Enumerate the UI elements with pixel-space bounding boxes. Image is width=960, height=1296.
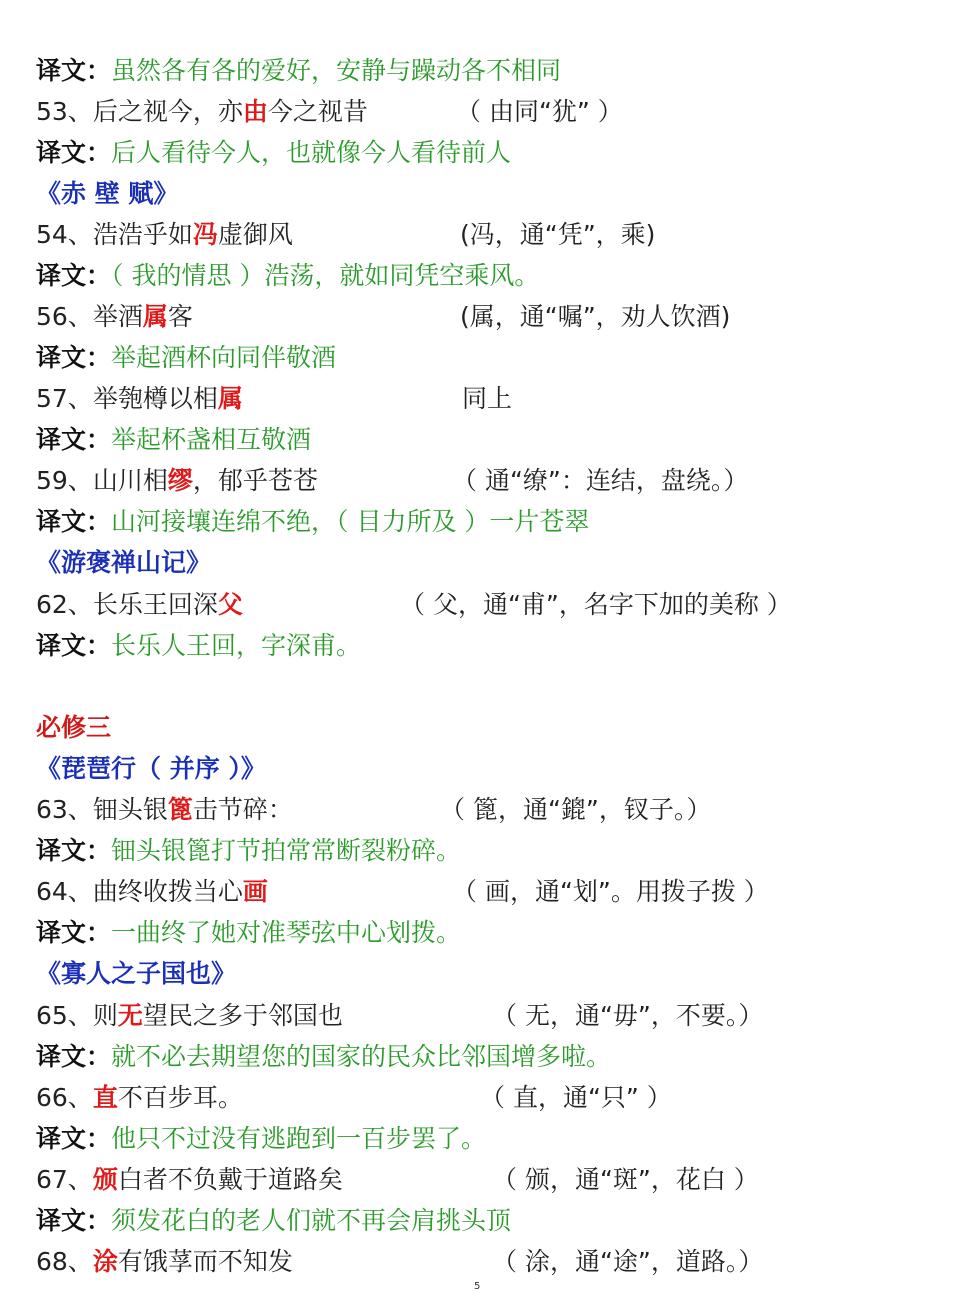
highlight-char: 涂 xyxy=(92,1247,118,1276)
entry-59 xyxy=(36,460,749,501)
highlight-char: 由 xyxy=(242,97,268,126)
highlight-char: 画 xyxy=(242,877,268,906)
entry-number: 56、 xyxy=(36,302,93,331)
entry-number: 53、 xyxy=(36,97,93,126)
entry-note: （ 由同“犹” ） xyxy=(456,97,623,126)
entry-text-rest: 望民之多于邻国也 xyxy=(142,1001,343,1030)
entry-note: （ 通“缭”：连结，盘绕。） xyxy=(452,466,749,495)
entry-number: 57、 xyxy=(36,384,93,413)
highlight-char: 直 xyxy=(92,1083,118,1112)
entry-62 xyxy=(36,584,792,625)
section-title-guaren: 《寡人之子国也》 xyxy=(36,959,237,988)
translation-text: 钿头银篦打节拍常常断裂粉碎。 xyxy=(111,836,462,865)
entry-text: 长乐王回深 xyxy=(92,590,218,619)
translation-text: 后人看待今人，也就像今人看待前人 xyxy=(111,138,512,167)
entry-63 xyxy=(36,789,712,830)
translation-label: 译文 xyxy=(36,138,87,167)
translation-label: 译文 xyxy=(36,631,87,660)
entry-64 xyxy=(36,871,769,912)
translation-text: 虽然各有各的爱好，安静与躁动各不相同 xyxy=(111,56,562,85)
translation-label: 译文 xyxy=(36,1206,87,1235)
highlight-char: 篦 xyxy=(167,795,193,824)
entry-text-rest: 客 xyxy=(167,302,193,331)
highlight-char: 颁 xyxy=(92,1165,118,1194)
highlight-char: 属 xyxy=(217,384,243,413)
translation-line: 译文：举起酒杯向同伴敬酒 xyxy=(36,343,337,372)
entry-text: 曲终收拨当心 xyxy=(92,877,243,906)
entry-54 xyxy=(36,214,656,255)
entry-note: （ 涂，通“途”，道路。） xyxy=(492,1247,764,1276)
entry-note: （ 父，通“甫”，名字下加的美称 ） xyxy=(400,590,792,619)
entry-number: 64、 xyxy=(36,877,93,906)
translation-label: 译文 xyxy=(36,1124,87,1153)
entry-text: 浩浩乎如 xyxy=(92,220,193,249)
entry-note: （ 直，通“只” ） xyxy=(480,1083,672,1112)
entry-note: 同上 xyxy=(462,384,513,413)
section-title-chibi: 《赤 壁 赋》 xyxy=(36,179,179,208)
entry-text: 举酒 xyxy=(92,302,143,331)
translation-line: 译文：长乐人王回，字深甫。 xyxy=(36,631,362,660)
translation-text: 山河接壤连绵不绝，（ 目力所及 ）一片苍翠 xyxy=(111,507,590,536)
translation-text: 就不必去期望您的国家的民众比邻国增多啦。 xyxy=(111,1042,612,1071)
page-number: 5 xyxy=(474,1281,481,1292)
translation-label: 译文 xyxy=(36,56,87,85)
highlight-char: 父 xyxy=(217,590,243,619)
entry-53 xyxy=(36,91,623,132)
translation-label: 译文 xyxy=(36,507,87,536)
entry-66 xyxy=(36,1077,672,1118)
entry-65 xyxy=(36,995,764,1036)
entry-note: （ 篦，通“鎞”，钗子。） xyxy=(440,795,712,824)
translation-label: 译文 xyxy=(36,261,87,290)
translation-label: 译文 xyxy=(36,1042,87,1071)
entry-note: (属，通“嘱”，劝人饮酒) xyxy=(460,302,731,331)
entry-note: （ 颁，通“斑”，花白 ） xyxy=(492,1165,759,1194)
entry-note: (冯，通“凭”，乘) xyxy=(460,220,656,249)
entry-number: 63、 xyxy=(36,795,93,824)
entry-number: 62、 xyxy=(36,590,93,619)
translation-label: 译文 xyxy=(36,918,87,947)
translation-line: 译文：虽然各有各的爱好，安静与躁动各不相同 xyxy=(36,56,562,85)
translation-label: 译文 xyxy=(36,425,87,454)
entry-number: 54、 xyxy=(36,220,93,249)
translation-line: 译文：后人看待今人，也就像今人看待前人 xyxy=(36,138,512,167)
highlight-char: 缪 xyxy=(167,466,193,495)
translation-text: 须发花白的老人们就不再会肩挑头顶 xyxy=(111,1206,512,1235)
translation-line: 译文：须发花白的老人们就不再会肩挑头顶 xyxy=(36,1206,512,1235)
translation-text: 举起杯盏相互敬酒 xyxy=(111,425,312,454)
entry-57 xyxy=(36,378,513,419)
section-heading: 必修三 xyxy=(36,713,112,742)
entry-text-rest: 有饿莩而不知发 xyxy=(117,1247,293,1276)
translation-text: 他只不过没有逃跑到一百步罢了。 xyxy=(111,1124,487,1153)
translation-line: 译文：山河接壤连绵不绝，（ 目力所及 ）一片苍翠 xyxy=(36,507,590,536)
highlight-char: 无 xyxy=(117,1001,143,1030)
entry-number: 66、 xyxy=(36,1083,93,1112)
entry-text: 山川相 xyxy=(92,466,168,495)
translation-line: 译文：就不必去期望您的国家的民众比邻国增多啦。 xyxy=(36,1042,612,1071)
entry-number: 67、 xyxy=(36,1165,93,1194)
highlight-char: 属 xyxy=(142,302,168,331)
entry-text: 后之视今，亦 xyxy=(92,97,243,126)
translation-line: 译文：举起杯盏相互敬酒 xyxy=(36,425,312,454)
entry-number: 59、 xyxy=(36,466,93,495)
translation-label: 译文 xyxy=(36,343,87,372)
entry-text-rest: ，郁乎苍苍 xyxy=(192,466,318,495)
translation-line: 译文：他只不过没有逃跑到一百步罢了。 xyxy=(36,1124,487,1153)
translation-line: 译文：（ 我的情思 ）浩荡，就如同凭空乘风。 xyxy=(36,261,540,290)
entry-text: 则 xyxy=(92,1001,118,1030)
entry-text-rest: 虚御风 xyxy=(217,220,293,249)
entry-text: 举匏樽以相 xyxy=(92,384,218,413)
entry-text-rest: 白者不负戴于道路矣 xyxy=(117,1165,343,1194)
entry-67 xyxy=(36,1159,759,1200)
entry-68 xyxy=(36,1241,764,1282)
entry-text-rest: 击节碎： xyxy=(192,795,293,824)
entry-56 xyxy=(36,296,731,337)
entry-number: 65、 xyxy=(36,1001,93,1030)
translation-label: 译文 xyxy=(36,836,87,865)
translation-text: 长乐人王回，字深甫。 xyxy=(111,631,362,660)
highlight-char: 冯 xyxy=(192,220,218,249)
section-title-pipa: 《琵琶行（ 并序 ）》 xyxy=(36,754,266,783)
translation-line: 译文：一曲终了她对准琴弦中心划拨。 xyxy=(36,918,462,947)
entry-note: （ 画，通“划”。用拨子拨 ） xyxy=(452,877,769,906)
translation-text: （ 我的情思 ）浩荡，就如同凭空乘风。 xyxy=(111,261,540,290)
translation-text: 一曲终了她对准琴弦中心划拨。 xyxy=(111,918,462,947)
entry-text: 钿头银 xyxy=(92,795,168,824)
translation-line: 译文：钿头银篦打节拍常常断裂粉碎。 xyxy=(36,836,462,865)
section-title-youbao: 《游褒禅山记》 xyxy=(36,548,212,577)
entry-number: 68、 xyxy=(36,1247,93,1276)
entry-text-rest: 今之视昔 xyxy=(267,97,368,126)
entry-note: （ 无，通“毋”，不要。） xyxy=(492,1001,764,1030)
entry-text-rest: 不百步耳。 xyxy=(117,1083,243,1112)
translation-text: 举起酒杯向同伴敬酒 xyxy=(111,343,337,372)
